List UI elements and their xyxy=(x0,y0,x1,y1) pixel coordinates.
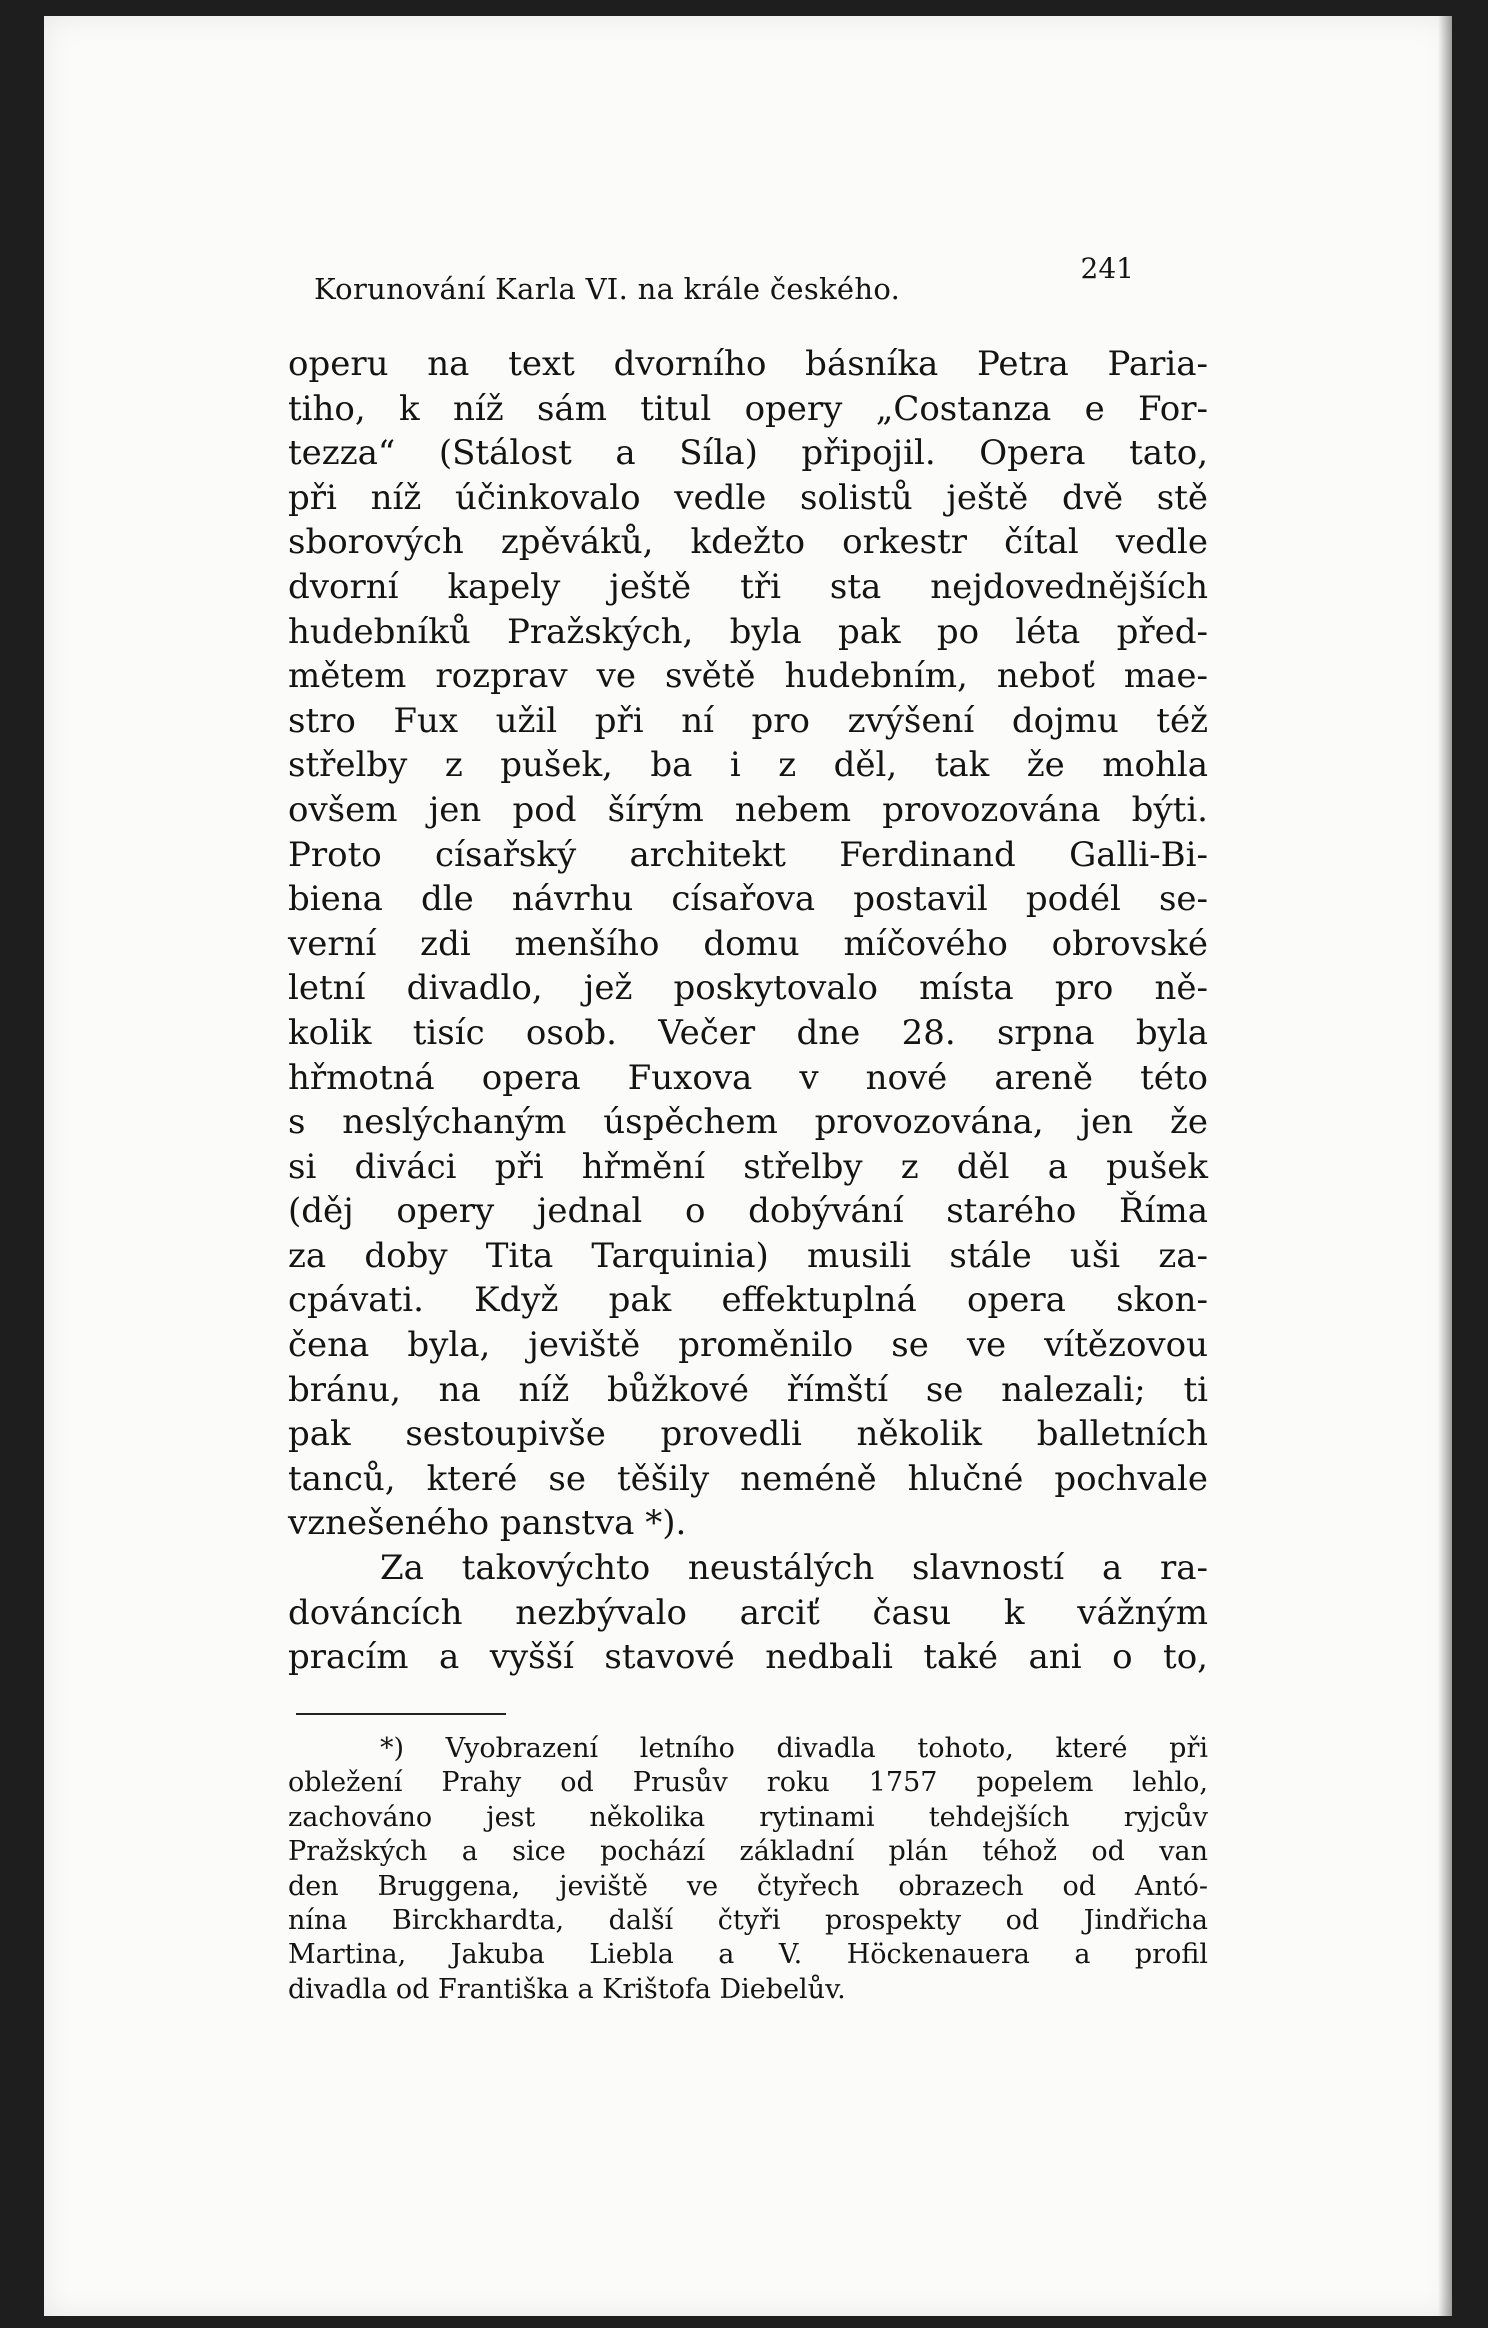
text-line: cpávati. Když pak effektuplná opera skon- xyxy=(288,1280,1208,1321)
footnote-line: Martina, Jakuba Liebla a V. Höckenauera a profil xyxy=(288,1939,1208,1971)
text-line: vznešeného panstva *). xyxy=(288,1503,687,1544)
text-line: střelby z pušek, ba i z děl, tak že mohla xyxy=(288,745,1208,786)
text-line: bránu, na níž bůžkové římští se nalezali; ti xyxy=(288,1369,1208,1410)
text-line: stro Fux užil při ní pro zvýšení dojmu též xyxy=(288,700,1208,741)
text-line: (děj opery jednal o dobývání starého Říma xyxy=(288,1191,1208,1232)
footnote-line: nína Birckhardta, další čtyři prospekty od Jindřicha xyxy=(288,1904,1208,1936)
text-line: za doby Tita Tarquinia) musili stále uši za- xyxy=(288,1235,1208,1276)
footnote-line: zachováno jest několika rytinami tehdejších ryjcův xyxy=(288,1801,1208,1833)
text-line: si diváci při hřmění střelby z děl a pušek xyxy=(288,1146,1208,1187)
text-line: dvorní kapely ještě tři sta nejdovednějších xyxy=(288,566,1208,607)
footnote-line: obležení Prahy od Prusův roku 1757 popelem lehlo, xyxy=(288,1767,1208,1799)
text-line: tiho, k níž sám titul opery „Costanza e For- xyxy=(288,388,1208,429)
text-line: hudebníků Pražských, byla pak po léta před- xyxy=(288,611,1208,652)
text-line: verní zdi menšího domu míčového obrovské xyxy=(288,923,1208,964)
text-line: ovšem jen pod šírým nebem provozována býti. xyxy=(288,789,1208,830)
text-line: biena dle návrhu císařova postavil podél se- xyxy=(288,879,1208,920)
footnote-line: divadla od Františka a Krištofa Diebelův. xyxy=(288,1973,846,2005)
page-number: 241 xyxy=(1080,252,1134,285)
footnote-divider xyxy=(296,1713,506,1715)
text-line: operu na text dvorního básníka Petra Paria- xyxy=(288,344,1208,384)
text-line: dováncích nezbývalo arciť času k vážným xyxy=(288,1592,1208,1633)
text-line: tanců, které se těšily neméně hlučné pochvale xyxy=(288,1458,1208,1499)
book-page xyxy=(44,16,1452,2316)
text-line: mětem rozprav ve světě hudebním, neboť mae- xyxy=(288,656,1208,697)
text-line: pak sestoupivše provedli několik balletních xyxy=(288,1414,1208,1455)
text-line: tezza“ (Stálost a Síla) připojil. Opera tato, xyxy=(288,433,1208,474)
running-title: Korunování Karla VI. na krále českého. xyxy=(314,272,901,306)
text-line: čena byla, jeviště proměnilo se ve vítězovou xyxy=(288,1325,1208,1366)
body-text xyxy=(288,342,1208,1680)
page-edge-shadow xyxy=(1438,16,1452,2316)
text-line: Proto císařský architekt Ferdinand Galli-Bi- xyxy=(288,834,1208,875)
page-header xyxy=(314,252,1134,312)
footnote xyxy=(288,1732,1208,2007)
footnote-line: den Bruggena, jeviště ve čtyřech obrazech od Antó- xyxy=(288,1870,1208,1902)
text-line: s neslýchaným úspěchem provozována, jen že xyxy=(288,1102,1208,1143)
footnote-line: Pražských a sice pochází základní plán téhož od van xyxy=(288,1836,1208,1868)
text-line: sborových zpěváků, kdežto orkestr čítal vedle xyxy=(288,522,1208,563)
text-line: pracím a vyšší stavové nedbali také ani o to, xyxy=(288,1637,1208,1678)
text-line: letní divadlo, jež poskytovalo místa pro ně- xyxy=(288,968,1208,1009)
text-line: Za takovýchto neustálých slavností a ra- xyxy=(380,1548,1208,1589)
text-line: při níž účinkovalo vedle solistů ještě dvě stě xyxy=(288,477,1208,518)
footnote-line: *) Vyobrazení letního divadla tohoto, které při xyxy=(380,1733,1208,1764)
text-line: kolik tisíc osob. Večer dne 28. srpna byla xyxy=(288,1012,1208,1053)
text-line: hřmotná opera Fuxova v nové areně této xyxy=(288,1057,1208,1098)
